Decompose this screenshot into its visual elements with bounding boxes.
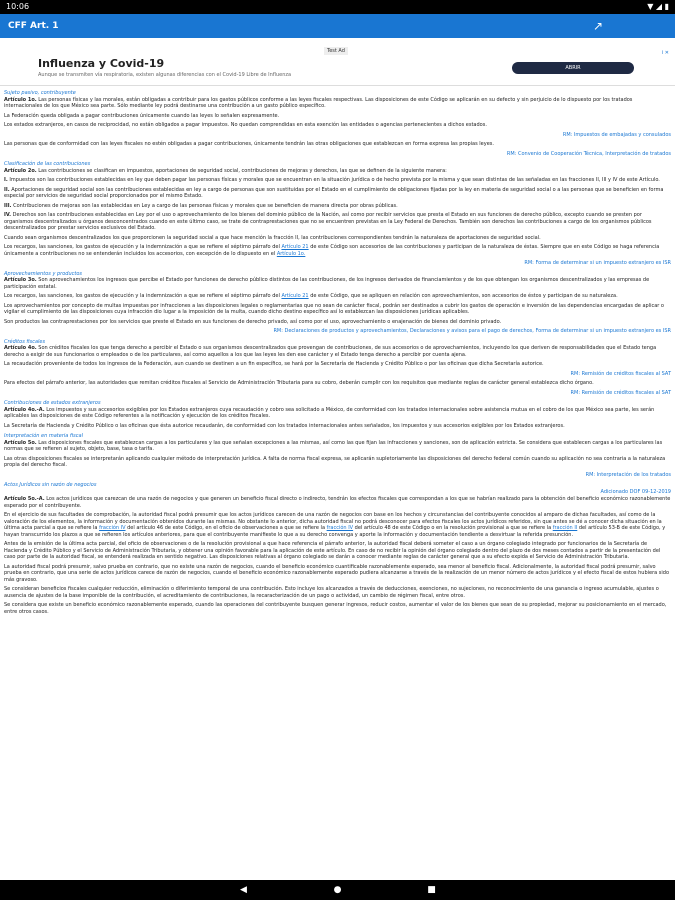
item-text: Aportaciones de seguridad social son las contribuciones establecidas en ley a cargo de personas que son sustituidas por el Estado en el cumplimiento de obligaciones fijadas por la ley en materia de seguridad social o a las personas que se beneficien en forma especial por servicios de seguridad social proporcionados por el mismo Estado. [4, 186, 664, 199]
paragraph-text: Los actos jurídicos que carezcan de una razón de negocios y que generen un beneficio fiscal directo o indirecto, tendrán los efectos fiscales que correspondan a los que se habrían realizado para la obtención del beneficio económico razonablemente esperado por el contribuyente. [4, 496, 671, 509]
paragraph [4, 496, 671, 509]
list-item [4, 177, 671, 184]
item-text: Derechos son las contribuciones establecidas en Ley por el uso o aprovechamiento de los bienes del dominio público de la Nación, así como por recibir servicios que presta el Estado en sus funciones de derecho público, excepto cuando se presten por organismos descentralizados u órganos desconcentrados cuando en este último caso, se trate de contraprestaciones que no se encuentren previstas en la Ley Federal de Derechos. También son derechos las contribuciones a cargo de los organismos públicos descentralizados por prestar servicios exclusivos del Estado. [4, 212, 652, 231]
paragraph: Los aprovechamientos por concepto de multas impuestas por infracciones a las disposiciones legales o reglamentarias que no sean de carácter fiscal, podrán ser destinados a cubrir los gastos de operación e inversión de las dependencias encargadas de aplicar o vigilar el cumplimiento de las disposiciones cuya infracción dio lugar a la imposición de la multa, cuando dicho destino específico así lo establezcan las disposiciones jurídicas aplicables. [4, 302, 664, 315]
ad-banner[interactable] [0, 48, 675, 86]
app-bar [0, 14, 675, 38]
article-link[interactable]: Artículo 21 [281, 244, 309, 250]
paragraph: Son productos las contraprestaciones por los servicios que preste el Estado en sus funciones de derecho privado, así como por el uso, aprovechamiento o enajenación de bienes del dominio privado. [4, 318, 502, 325]
paragraph-text: Son créditos fiscales los que tenga derecho a percibir el Estado o sus organismos descentralizados que provengan de contribuciones, de sus accesorios o de aprovechamientos, incluyendo los que deriven de responsabilidades que el Estado tenga derecho a exigir de sus funcionarios o empleados o de los particulares, así como aquellos a los que las leyes les den ese carácter y el Estado tenga derecho a percibir por cuenta ajena. [4, 345, 657, 358]
roman-numeral: III. [4, 202, 12, 209]
paragraph [4, 97, 671, 110]
paragraph [4, 512, 671, 538]
rm-link[interactable]: RM: Interpretación de los tratados [585, 471, 671, 478]
text-fragment: de este Código son accesorios de las contribuciones y participan de la naturaleza de éstas. Siempre que en este Código se haga referencia únicamente a contribuciones no se entenderán incluidos los accesorios, con excepción de lo dispuesto en el [4, 244, 660, 257]
article-label: Artículo 4o. [4, 345, 37, 351]
article-link[interactable]: fracción IV [99, 525, 126, 531]
status-bar [0, 0, 675, 14]
paragraph: Los estados extranjeros, en casos de reciprocidad, no están obligados a pagar impuestos. No quedan comprendidas en esta exención las entidades o agencias pertenecientes a dichos estados. [4, 122, 487, 128]
section-title: Créditos fiscales [4, 338, 46, 345]
status-icons: ▼ ◢ ▮ [647, 2, 669, 11]
text-fragment: del artículo 53-B de este Código, y hayan transcurrido los plazos a que se refieren los artículos anteriores, para que el contribuyente manifieste lo que a su derecho convenga y aporte la información y documentación tendiente a desvirtuar la referida presunción. [4, 525, 666, 538]
paragraph-text: Los impuestos y sus accesorios exigibles por los Estados extranjeros cuya recaudación y cobro sea solicitado a México, de conformidad con los tratados internacionales sobre asistencia mutua en el cobro de los que México sea parte, les serán aplicables las disposiciones de este Código referentes a la notificación y ejecución de los créditos fiscales. [4, 406, 655, 419]
text-fragment: Los recargos, las sanciones, los gastos de ejecución y la indemnización a que se refiere el séptimo párrafo del [4, 244, 282, 250]
list-item [4, 203, 671, 210]
text-fragment: del artículo 48 de este Código o en la resolución provisional a que se refiere la [353, 525, 553, 531]
recent-apps-icon[interactable]: ■ [427, 885, 436, 895]
item-text: Contribuciones de mejoras son las establecidas en Ley a cargo de las personas físicas y morales que se beneficien de manera directa por obras públicas. [13, 202, 398, 209]
paragraph: Cuando sean organismos descentralizados los que proporcionen la seguridad social a que hace mención la fracción II, las contribuciones correspondientes tendrán la naturaleza de aportaciones de seguridad social. [4, 234, 541, 241]
roman-numeral: II. [4, 186, 10, 193]
article-content[interactable] [0, 88, 675, 880]
article-label: Artículo 4o.-A. [4, 406, 45, 413]
rm-link[interactable]: RM: Convenio de Cooperación Técnica, Interpretación de tratados [506, 150, 671, 157]
rm-link[interactable]: RM: Remisión de créditos fiscales al SAT [570, 370, 671, 377]
paragraph: La autoridad fiscal podrá presumir, salvo prueba en contrario, que no existe una razón de negocios, cuando el beneficio económico cuantificable razonablemente esperado, sea menor al beneficio fiscal. Adicionalmente, la autoridad fiscal podrá presumir, salvo prueba en contrario, que una serie de actos jurídicos carece de razón de negocios, cuando el beneficio económico razonablemente esperado pudiera alcanzarse a través de la realización de un menor número de actos jurídicos y el efecto fiscal de estos hubiera sido más gravoso. [4, 563, 670, 583]
paragraph: La Secretaría de Hacienda y Crédito Público o las oficinas que ésta autorice recaudarán, de conformidad con los tratados internacionales antes señalados, los impuestos y sus accesorios exigibles por los Estados extranjeros. [4, 422, 565, 429]
ad-description: Aunque se transmiten vía respiratoria, existen algunas diferencias con el Covid-19 Libre de Influenza [38, 72, 292, 78]
article-link[interactable]: Artículo 1o. [276, 250, 306, 257]
rm-link[interactable]: RM: Remisión de créditos fiscales al SAT [570, 389, 671, 396]
paragraph: La recaudación proveniente de todos los ingresos de la Federación, aun cuando se destinen a un fin específico, se hará por la Secretaría de Hacienda y Crédito Público o por las oficinas que dicha Secretaría autorice. [4, 361, 544, 367]
text-fragment: de este Código, que se apliquen en relación con aprovechamientos, son accesorios de éstos y participan de su naturaleza. [308, 293, 618, 299]
ad-info-icon[interactable]: i ✕ [661, 50, 669, 56]
list-item [4, 212, 671, 232]
list-item [4, 187, 671, 200]
rm-link[interactable]: RM: Impuestos de embajadas y consulados [562, 131, 671, 138]
ad-open-button[interactable]: ABRIR [512, 62, 634, 74]
ad-title[interactable]: Influenza y Covid-19 [38, 57, 165, 70]
paragraph-text: Las disposiciones fiscales que establezcan cargas a los particulares y las que señalan excepciones a las mismas, así como las que fijan las infracciones y sanciones, son de aplicación estricta. Se considera que establecen cargas a los particulares las normas que se refieren al sujeto, objeto, base, tasa o tarifa. [4, 439, 663, 452]
home-icon[interactable]: ● [333, 885, 342, 895]
paragraph-text: Las contribuciones se clasifican en impuestos, aportaciones de seguridad social, contribuciones de mejoras y derechos, las que se definen de la siguiente manera: [38, 167, 447, 174]
paragraph: Antes de la emisión de la última acta parcial, del oficio de observaciones o de la resolución provisional a que hace referencia el párrafo anterior, la autoridad fiscal deberá someter el caso a un órgano colegiado integrado por funcionarios de la Secretaría de Hacienda y Crédito Público y el Servicio de Administración Tributaria, y obtener una opinión favorable para la aplicación de este artículo. En caso de no recibir la opinión del órgano colegiado dentro del plazo de dos meses contados a partir de la presentación del caso por parte de la autoridad fiscal, se entenderá realizada en sentido negativo. Las disposiciones relativas al órgano colegiado se darán a conocer mediante reglas de carácter general que a su efecto expida el Servicio de Administración Tributaria. [4, 541, 661, 560]
section-title: Sujeto pasivo, contribuyente [4, 90, 76, 96]
paragraph [4, 293, 671, 300]
paragraph: Para efectos del párrafo anterior, las autoridades que remitan créditos fiscales al Servicio de Administración Tributaria para su cobro, deberán cumplir con los requisitos que mediante reglas de carácter general establezca dicho órgano. [4, 380, 594, 386]
paragraph: Las otras disposiciones fiscales se interpretarán aplicando cualquier método de interpretación jurídica. A falta de norma fiscal expresa, se aplicarán supletoriamente las disposiciones del derecho federal común cuando su aplicación no sea contraria a la naturaleza propia del derecho fiscal. [4, 455, 666, 468]
article-label: Artículo 3o. [4, 277, 37, 283]
open-external-icon[interactable]: ↗ [592, 19, 604, 33]
rm-link[interactable]: RM: Forma de determinar si un impuesto extranjero es ISR [524, 260, 671, 266]
section-title: Contribuciones de estados extranjeros [4, 400, 101, 406]
amendment-note: Adicionado DOF 09-12-2019 [600, 488, 671, 495]
back-icon[interactable]: ◀ [240, 885, 247, 895]
article-link[interactable]: fracción IV [326, 525, 354, 531]
text-fragment: En el ejercicio de sus facultades de comprobación, la autoridad fiscal podrá presumir que los actos jurídicos carecen de una razón de negocios con base en los hechos y circunstancias del contribuyente conocidos al amparo de dichas facultades, así como de la valoración de los elementos, la información y documentación obtenidos durante las mismas. No obstante lo anterior, dicha autoridad fiscal no podrá desconocer para efectos fiscales los actos jurídicos referidos, sin que antes se dé a conocer dicha situación en la última acta parcial a que se refiere la [4, 512, 662, 531]
section-title: Clasificación de las contribuciones [4, 161, 91, 167]
text-fragment: Los recargos, las sanciones, los gastos de ejecución y la indemnización a que se refiere el séptimo párrafo del [4, 293, 282, 299]
text-fragment: del artículo 46 de este Código, en el oficio de observaciones a que se refiere la [125, 525, 327, 531]
section-title: Actos Jurídicos sin razón de negocios [4, 482, 97, 488]
system-nav-bar [0, 880, 675, 900]
paragraph [4, 277, 671, 290]
article-label: Artículo 1o. [4, 96, 37, 103]
paragraph: Se consideran beneficios fiscales cualquier reducción, eliminación o diferimiento temporal de una contribución. Esto incluye los alcanzados a través de deducciones, exenciones, no sujeciones, no reconocimiento de una ganancia o ingreso acumulable, ajustes o ausencia de ajustes de la base imponible de la contribución, el acreditamiento de contribuciones, la recaracterización de un pago o actividad, un cambio de régimen fiscal, entre otros. [4, 586, 659, 599]
status-time: 10:06 [6, 2, 30, 11]
paragraph [4, 407, 671, 420]
paragraph: Las personas que de conformidad con las leyes fiscales no estén obligadas a pagar contribuciones, únicamente tendrán las otras obligaciones que establezcan en forma expresa las propias leyes. [4, 141, 494, 147]
ad-tag: Test Ad [324, 47, 348, 55]
paragraph [4, 345, 671, 358]
paragraph [4, 168, 671, 175]
paragraph [4, 440, 671, 453]
paragraph-text: Son aprovechamientos los ingresos que percibe el Estado por funciones de derecho público distintos de las contribuciones, de los ingresos derivados de financiamientos y de los que obtengan los organismos descentralizados y las empresas de participación estatal. [4, 277, 650, 290]
app-title: CFF Art. 1 [8, 21, 59, 31]
article-label: Artículo 2o. [4, 167, 37, 174]
section-title: Aprovechamientos y productos [4, 270, 82, 277]
article-label: Artículo 5o.-A. [4, 496, 45, 502]
paragraph [4, 244, 671, 257]
paragraph: Se considera que existe un beneficio económico razonablemente esperado, cuando las operaciones del contribuyente busquen generar ingresos, reducir costos, aumentar el valor de los bienes que sean de su propiedad, mejorar su posicionamiento en el mercado, entre otros casos. [4, 602, 667, 615]
section-title: Interpretación en materia fiscal [4, 433, 83, 439]
item-text: Impuestos son las contribuciones establecidas en ley que deben pagar las personas físicas y morales que se encuentran en la situación jurídica o de hecho prevista por la misma y que sean distintas de las señaladas en las fracciones II, III y IV de este Artículo. [9, 177, 660, 183]
roman-numeral: I. [4, 177, 8, 183]
article-link[interactable]: fracción II [552, 525, 578, 531]
paragraph: La Federación queda obligada a pagar contribuciones únicamente cuando las leyes lo señalen expresamente. [4, 112, 280, 119]
roman-numeral: IV. [4, 212, 11, 218]
rm-link[interactable]: RM: Declaraciones de productos y aprovechamientos, Declaraciones y avisos para el pago de derechos, Forma de determinar si un impuesto extranjero es ISR [273, 328, 671, 334]
article-label: Artículo 5o. [4, 439, 37, 446]
paragraph-text: Las personas físicas y las morales, están obligadas a contribuir para los gastos públicos conforme a las leyes fiscales respectivas. Las disposiciones de este Código se aplicarán en su defecto y sin perjuicio de lo dispuesto por los tratados internacionales de los que México sea parte. Sólo mediante ley podrá destinarse una contribución a un gasto público específico. [4, 96, 633, 109]
article-link[interactable]: Artículo 21 [281, 293, 309, 299]
